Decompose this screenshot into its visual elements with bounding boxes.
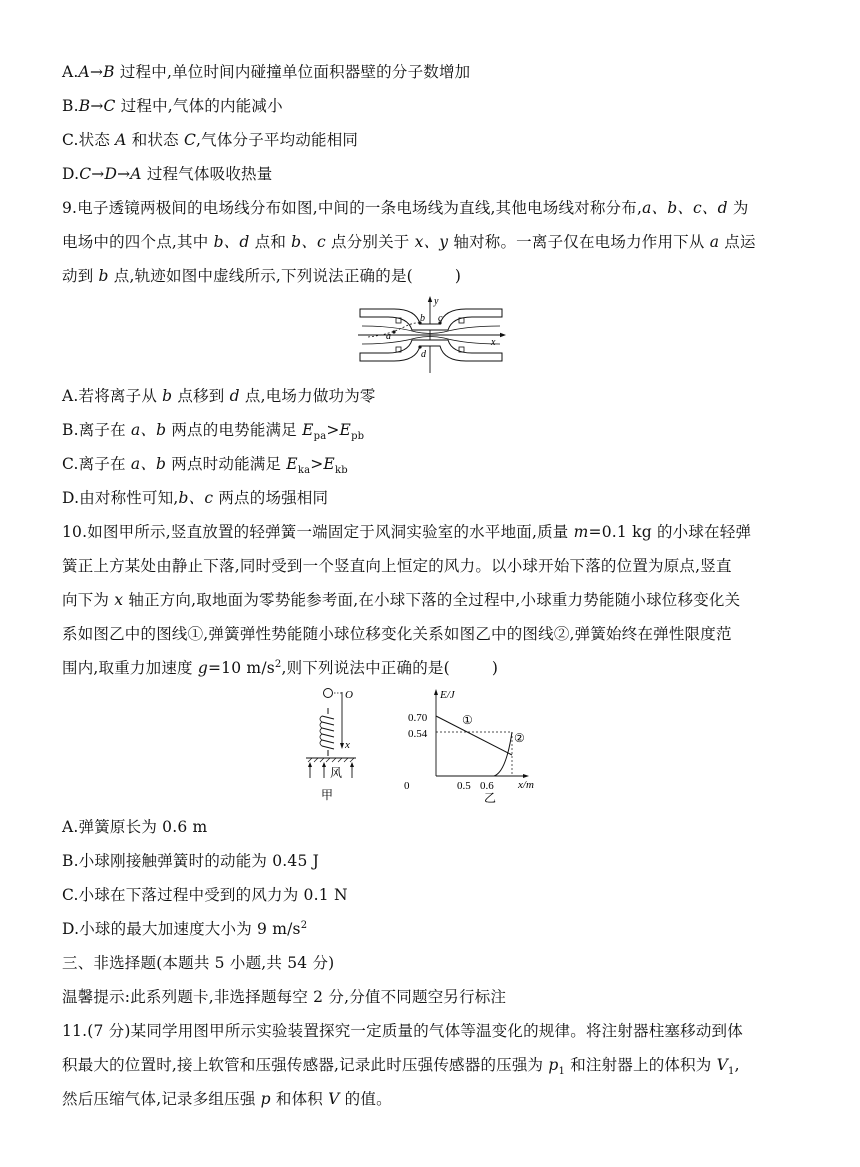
spring xyxy=(322,708,334,756)
section-3-tip: 温馨提示:此系列题卡,非选择题每空 2 分,分值不同题空另行标注 xyxy=(62,988,507,1006)
tick-070: 0.70 xyxy=(408,712,428,724)
curve-1-label: ① xyxy=(462,713,473,727)
x-axis-arrow xyxy=(500,333,506,337)
section-3-title: 三、非选择题(本题共 5 小题,共 54 分) xyxy=(62,954,335,972)
caption-jia: 甲 xyxy=(321,788,334,802)
option-10c: C.小球在下落过程中受到的风力为 0.1 N xyxy=(62,886,348,904)
option-9b: B.离子在 a、b 两点的电势能满足 $E_{pa}>E_{pb}$ xyxy=(62,421,365,443)
q10-stem-line-2: 簧正上方某处由静止下落,同时受到一个竖直向上恒定的风力。以小球开始下落的位置为原点,竖直 xyxy=(62,557,732,575)
option-10d: D.小球的最大加速度大小为 9 $m/s^2$ xyxy=(62,919,308,938)
label-d: d xyxy=(421,349,426,360)
tick-05: 0.5 xyxy=(457,780,471,792)
spring-back xyxy=(320,716,322,746)
option-8b: B.B→C 过程中,气体的内能减小 xyxy=(62,97,283,115)
curve-2-label: ② xyxy=(514,731,525,745)
q10-stem-line-4: 系如图乙中的图线①,弹簧弹性势能随小球位移变化关系如图乙中的图线②,弹簧始终在弹性限度范 xyxy=(62,625,732,643)
option-10a: A.弹簧原长为 0.6 m xyxy=(62,818,208,836)
q10-stem-line-3: 向下为 x 轴正方向,取地面为零势能参考面,在小球下落的全过程中,小球重力势能随小球位移变化关 xyxy=(62,591,741,609)
origin-label: 0 xyxy=(404,780,410,792)
x-axis-label: x/m xyxy=(518,779,534,791)
q10-stem-line-1: 10.如图甲所示,竖直放置的轻弹簧一端固定于风洞实验室的水平地面,质量 m=0.1 kg 的小球在轻弹 xyxy=(62,523,752,541)
option-8d: D.C→D→A 过程气体吸收热量 xyxy=(62,165,273,183)
point-a xyxy=(392,330,395,333)
option-9c: C.离子在 a、b 两点时动能满足 $E_{ka}>E_{kb}$ xyxy=(62,455,348,477)
tick-054: 0.54 xyxy=(408,728,428,740)
E-axis-label: E/J xyxy=(440,689,455,701)
option-10b: B.小球刚接触弹簧时的动能为 0.45 J xyxy=(62,852,320,870)
ground-hatch xyxy=(308,758,354,762)
curve-1 xyxy=(436,716,512,755)
q11-stem-line-1: 11.(7 分)某同学用图甲所示实验装置探究一定质量的气体等温变化的规律。将注射器柱塞移动到体 xyxy=(62,1022,743,1040)
q10-stem-line-5: 围内,取重力加速度 g=10 $m/s^2$,则下列说法中正确的是( ) xyxy=(62,658,499,677)
electron-lens-figure xyxy=(354,295,508,375)
q11-stem-line-2: 积最大的位置时,接上软管和压强传感器,记录此时压强传感器的压强为 $p_1$ 和注射器上的体积为 $V_1$, xyxy=(62,1056,740,1078)
caption-yi: 乙 xyxy=(484,791,497,804)
option-9a: A.若将离子从 b 点移到 d 点,电场力做功为零 xyxy=(62,387,376,405)
tick-06: 0.6 xyxy=(480,780,494,792)
energy-graph xyxy=(402,686,542,804)
q9-stem-line-3: 动到 b 点,轨迹如图中虚线所示,下列说法正确的是( ) xyxy=(62,267,462,285)
q11-stem-line-3: 然后压缩气体,记录多组压强 p 和体积 V 的值。 xyxy=(62,1090,392,1108)
option-8c: C.状态 A 和状态 C,气体分子平均动能相同 xyxy=(62,131,359,149)
q9-stem-line-2: 电场中的四个点,其中 b、d 点和 b、c 点分别关于 x、y 轴对称。一离子仅在电场力作用下从 a 点运 xyxy=(62,233,756,251)
label-x: x xyxy=(345,739,350,751)
label-b: b xyxy=(420,313,425,324)
label-a: a xyxy=(386,331,391,342)
ball xyxy=(324,689,333,698)
option-8a: A.A→B 过程中,单位时间内碰撞单位面积器壁的分子数增加 xyxy=(62,63,471,81)
label-O: O xyxy=(345,689,353,701)
wind-label: 风 xyxy=(330,766,343,780)
x-axis-label: x xyxy=(491,337,496,348)
label-c: c xyxy=(438,313,443,324)
wind-tunnel-figure xyxy=(298,686,378,804)
y-axis-arrow xyxy=(428,296,432,302)
option-9d: D.由对称性可知,b、c 两点的场强相同 xyxy=(62,489,329,507)
y-axis-label: y xyxy=(434,296,439,307)
x-arrow xyxy=(340,743,344,749)
q9-stem-line-1: 9.电子透镜两极间的电场线分布如图,中间的一条电场线为直线,其他电场线对称分布,a、b、c、d 为 xyxy=(62,199,749,217)
